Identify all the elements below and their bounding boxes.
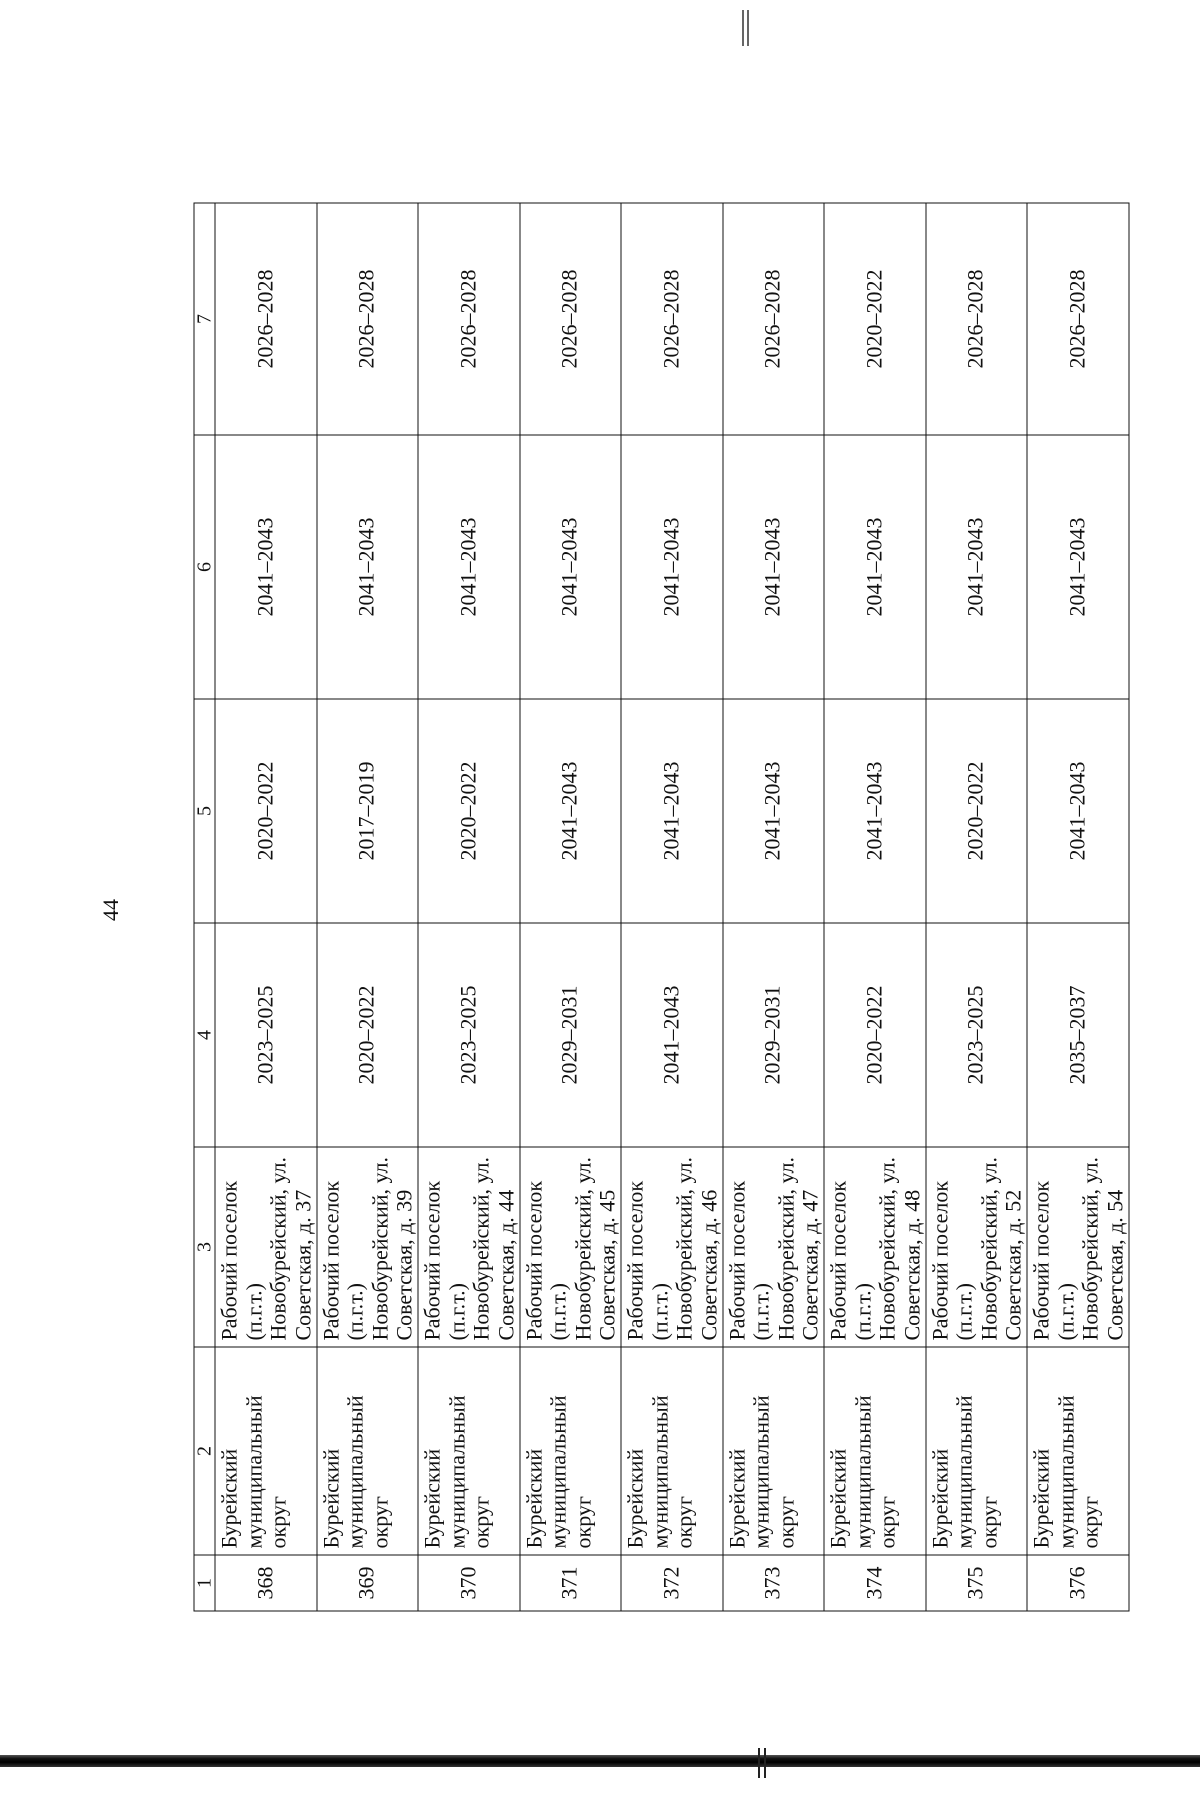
row-number-cell: 368	[215, 1555, 317, 1611]
table-row	[418, 203, 520, 1611]
table-row	[621, 203, 723, 1611]
district-cell: Бурейский муниципальный округ	[418, 1347, 520, 1555]
address-cell: Рабочий поселок (п.г.т.) Новобурейский, ул. Советская, д. 45	[519, 1147, 621, 1347]
table-row	[925, 203, 1027, 1611]
page-number: 44	[98, 899, 123, 921]
table-row	[215, 203, 317, 1611]
header-cell: 3	[194, 1147, 215, 1347]
district-cell: Бурейский муниципальный округ	[215, 1347, 317, 1555]
col5-cell: 2041–2043	[1027, 699, 1129, 923]
row-number-cell: 369	[316, 1555, 418, 1611]
col7-cell: 2026–2028	[418, 203, 520, 435]
col7-cell: 2026–2028	[519, 203, 621, 435]
col6-cell: 2041–2043	[519, 435, 621, 699]
col7-cell: 2026–2028	[925, 203, 1027, 435]
address-cell: Рабочий поселок (п.г.т.) Новобурейский, ул. Советская, д. 48	[824, 1147, 926, 1347]
col4-cell: 2041–2043	[621, 923, 723, 1147]
col5-cell: 2041–2043	[621, 699, 723, 923]
district-cell: Бурейский муниципальный округ	[722, 1347, 824, 1555]
col4-cell: 2020–2022	[824, 923, 926, 1147]
header-cell: 4	[194, 923, 215, 1147]
scan-edge-tick	[758, 1748, 768, 1778]
address-cell: Рабочий поселок (п.г.т.) Новобурейский, ул. Советская, д. 39	[316, 1147, 418, 1347]
row-number-cell: 376	[1027, 1555, 1129, 1611]
col5-cell: 2020–2022	[925, 699, 1027, 923]
col5-cell: 2020–2022	[418, 699, 520, 923]
address-cell: Рабочий поселок (п.г.т.) Новобурейский, ул. Советская, д. 47	[722, 1147, 824, 1347]
col6-cell: 2041–2043	[215, 435, 317, 699]
row-number-cell: 374	[824, 1555, 926, 1611]
col4-cell: 2020–2022	[316, 923, 418, 1147]
district-cell: Бурейский муниципальный округ	[621, 1347, 723, 1555]
header-cell: 7	[194, 203, 215, 435]
address-cell: Рабочий поселок (п.г.т.) Новобурейский, ул. Советская, д. 46	[621, 1147, 723, 1347]
col5-cell: 2017–2019	[316, 699, 418, 923]
table-row	[519, 203, 621, 1611]
col5-cell: 2020–2022	[215, 699, 317, 923]
col7-cell: 2026–2028	[215, 203, 317, 435]
district-cell: Бурейский муниципальный округ	[824, 1347, 926, 1555]
row-number-cell: 372	[621, 1555, 723, 1611]
row-number-cell: 373	[722, 1555, 824, 1611]
col6-cell: 2041–2043	[722, 435, 824, 699]
table-container	[193, 203, 1127, 1611]
scan-marks	[742, 10, 752, 50]
data-table	[193, 202, 1129, 1611]
address-cell: Рабочий поселок (п.г.т.) Новобурейский, ул. Советская, д. 52	[925, 1147, 1027, 1347]
table-row	[824, 203, 926, 1611]
address-cell: Рабочий поселок (п.г.т.) Новобурейский, ул. Советская, д. 37	[215, 1147, 317, 1347]
table-row	[316, 203, 418, 1611]
col5-cell: 2041–2043	[519, 699, 621, 923]
district-cell: Бурейский муниципальный округ	[519, 1347, 621, 1555]
row-number-cell: 370	[418, 1555, 520, 1611]
district-cell: Бурейский муниципальный округ	[316, 1347, 418, 1555]
col4-cell: 2029–2031	[519, 923, 621, 1147]
header-cell: 2	[194, 1347, 215, 1555]
col4-cell: 2029–2031	[722, 923, 824, 1147]
col7-cell: 2026–2028	[722, 203, 824, 435]
table-row	[1027, 203, 1129, 1611]
col5-cell: 2041–2043	[722, 699, 824, 923]
col7-cell: 2020–2022	[824, 203, 926, 435]
col7-cell: 2026–2028	[1027, 203, 1129, 435]
scan-edge-bar	[0, 1755, 1200, 1767]
col4-cell: 2023–2025	[925, 923, 1027, 1147]
table-body	[215, 203, 1129, 1611]
address-cell: Рабочий поселок (п.г.т.) Новобурейский, ул. Советская, д. 44	[418, 1147, 520, 1347]
col4-cell: 2023–2025	[418, 923, 520, 1147]
table-row	[722, 203, 824, 1611]
col4-cell: 2023–2025	[215, 923, 317, 1147]
col6-cell: 2041–2043	[316, 435, 418, 699]
col5-cell: 2041–2043	[824, 699, 926, 923]
header-cell: 1	[194, 1555, 215, 1611]
col6-cell: 2041–2043	[621, 435, 723, 699]
row-number-cell: 371	[519, 1555, 621, 1611]
header-cell: 5	[194, 699, 215, 923]
district-cell: Бурейский муниципальный округ	[1027, 1347, 1129, 1555]
header-cell: 6	[194, 435, 215, 699]
col6-cell: 2041–2043	[1027, 435, 1129, 699]
row-number-cell: 375	[925, 1555, 1027, 1611]
col7-cell: 2026–2028	[316, 203, 418, 435]
col7-cell: 2026–2028	[621, 203, 723, 435]
address-cell: Рабочий поселок (п.г.т.) Новобурейский, ул. Советская, д. 54	[1027, 1147, 1129, 1347]
district-cell: Бурейский муниципальный округ	[925, 1347, 1027, 1555]
col6-cell: 2041–2043	[925, 435, 1027, 699]
col4-cell: 2035–2037	[1027, 923, 1129, 1147]
header-row	[194, 203, 215, 1611]
col6-cell: 2041–2043	[418, 435, 520, 699]
col6-cell: 2041–2043	[824, 435, 926, 699]
